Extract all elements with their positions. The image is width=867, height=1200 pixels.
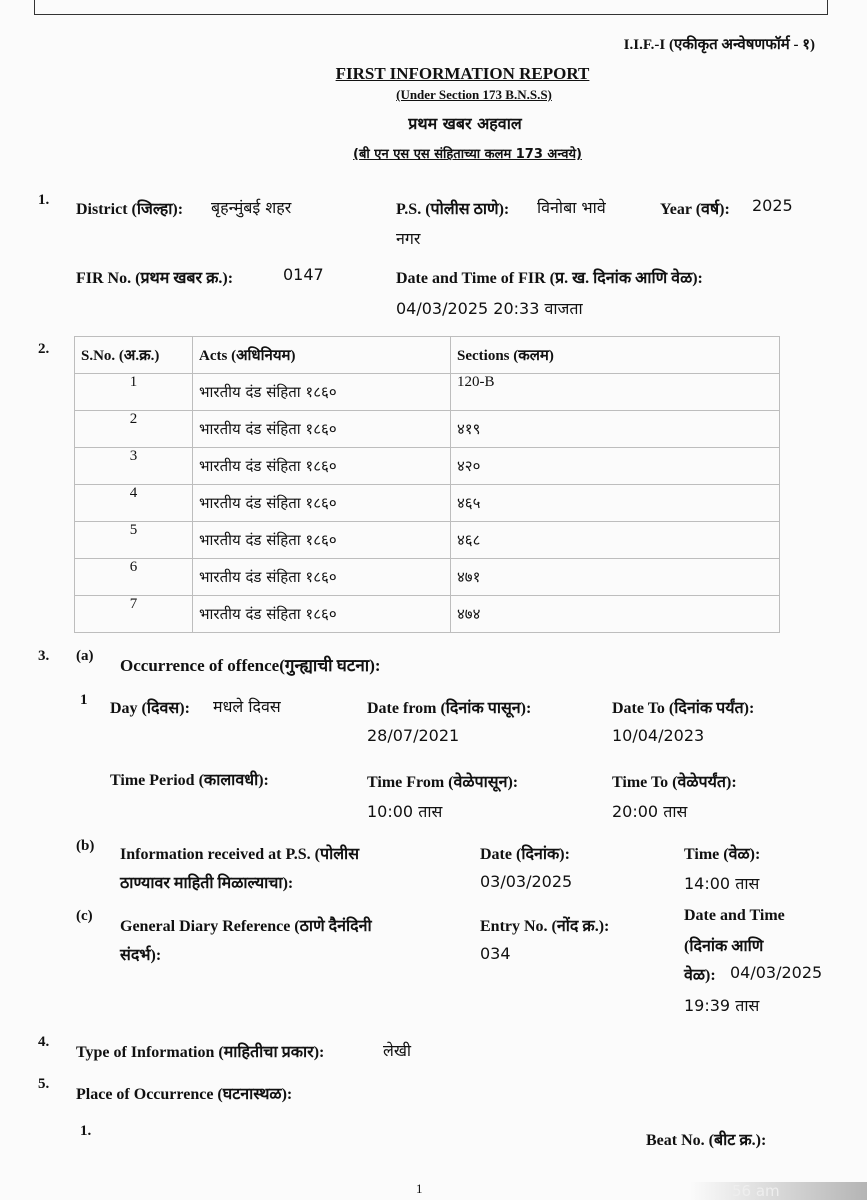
- row-section: ४१९: [451, 411, 780, 448]
- row-sno: 7: [75, 596, 193, 633]
- table-row: [75, 411, 780, 448]
- occurrence-item-number: 1: [80, 692, 88, 708]
- district-value: बृहन्मुंबई शहर: [211, 198, 292, 217]
- table-row: [75, 559, 780, 596]
- table-row: [75, 522, 780, 559]
- ps-value: विनोबा भावे: [537, 198, 606, 217]
- section-5-number: 5.: [38, 1076, 50, 1092]
- row-sno: 6: [75, 559, 193, 596]
- info-time-label: Time (वेळ):: [684, 846, 761, 863]
- page-number: 1: [416, 1181, 423, 1196]
- place-item-number: 1.: [80, 1123, 92, 1139]
- section-3-number: 3.: [38, 648, 50, 664]
- top-border-box: [34, 0, 828, 15]
- fir-datetime-value: 04/03/2025 20:33 वाजता: [396, 299, 583, 318]
- row-section: ४२०: [451, 448, 780, 485]
- report-title-marathi: प्रथम खबर अहवाल: [408, 114, 522, 133]
- row-act: भारतीय दंड संहिता १८६०: [193, 596, 451, 633]
- table-row: [75, 374, 780, 411]
- info-time-value: 14:00 तास: [684, 874, 760, 893]
- header-sections: Sections (कलम): [451, 337, 780, 374]
- section-1-number: 1.: [38, 192, 50, 208]
- row-section: ४७४: [451, 596, 780, 633]
- row-act: भारतीय दंड संहिता १८६०: [193, 374, 451, 411]
- acts-table: [74, 336, 780, 633]
- diary-datetime-label-line2: (दिनांक आणि: [684, 938, 764, 955]
- header-sno: S.No. (अ.क्र.): [75, 337, 193, 374]
- row-sno: 2: [75, 411, 193, 448]
- table-row: [75, 448, 780, 485]
- date-from-label: Date from (दिनांक पासून):: [367, 700, 532, 717]
- section-4-number: 4.: [38, 1034, 50, 1050]
- row-section: 120-B: [451, 374, 780, 411]
- ps-value-line2: नगर: [396, 229, 421, 248]
- row-sno: 3: [75, 448, 193, 485]
- entry-number-label: Entry No. (नोंद क्र.):: [480, 918, 610, 935]
- table-row: [75, 596, 780, 633]
- information-type-label: Type of Information (माहितीचा प्रकार):: [76, 1044, 325, 1061]
- date-to-value: 10/04/2023: [612, 726, 705, 745]
- fir-number-label: FIR No. (प्रथम खबर क्र.):: [76, 270, 234, 287]
- row-section: ४६८: [451, 522, 780, 559]
- section-2-number: 2.: [38, 341, 50, 357]
- row-act: भारतीय दंड संहिता १८६०: [193, 522, 451, 559]
- year-value: 2025: [752, 196, 793, 215]
- date-to-label: Date To (दिनांक पर्यंत):: [612, 700, 755, 717]
- report-subtitle: (Under Section 173 B.N.S.S): [396, 87, 552, 102]
- fir-number-value: 0147: [283, 265, 324, 284]
- date-from-value: 28/07/2021: [367, 726, 460, 745]
- header-acts: Acts (अधिनियम): [193, 337, 451, 374]
- beat-number-label: Beat No. (बीट क्र.):: [646, 1132, 767, 1149]
- section-3a-marker: (a): [76, 648, 94, 664]
- time-to-label: Time To (वेळेपर्यंत):: [612, 774, 737, 791]
- time-from-value: 10:00 तास: [367, 802, 443, 821]
- row-sno: 1: [75, 374, 193, 411]
- time-period-label: Time Period (कालावधी):: [110, 772, 269, 789]
- row-act: भारतीय दंड संहिता १८६०: [193, 559, 451, 596]
- diary-reference-label: General Diary Reference (ठाणे दैनंदिनी: [120, 918, 372, 935]
- section-3b-marker: (b): [76, 838, 95, 854]
- row-section: ४६५: [451, 485, 780, 522]
- district-label: District (जिल्हा):: [76, 201, 184, 218]
- info-date-label: Date (दिनांक):: [480, 846, 570, 863]
- row-act: भारतीय दंड संहिता १८६०: [193, 411, 451, 448]
- status-time: 56 am: [732, 1182, 780, 1200]
- info-received-label: Information received at P.S. (पोलीस: [120, 846, 360, 863]
- row-act: भारतीय दंड संहिता १८६०: [193, 448, 451, 485]
- time-to-value: 20:00 तास: [612, 802, 688, 821]
- day-label: Day (दिवस):: [110, 700, 190, 717]
- diary-date-value: 04/03/2025: [730, 963, 823, 982]
- diary-datetime-label: Date and Time: [684, 907, 785, 924]
- year-label: Year (वर्ष):: [660, 201, 730, 218]
- ps-label: P.S. (पोलीस ठाणे):: [396, 201, 510, 218]
- status-overlay: [690, 1182, 867, 1200]
- time-from-label: Time From (वेळेपासून):: [367, 774, 519, 791]
- table-row: [75, 485, 780, 522]
- row-section: ४७१: [451, 559, 780, 596]
- information-type-value: लेखी: [383, 1041, 412, 1060]
- row-sno: 4: [75, 485, 193, 522]
- info-date-value: 03/03/2025: [480, 872, 573, 891]
- fir-datetime-label: Date and Time of FIR (प्र. ख. दिनांक आणि वेळ):: [396, 270, 703, 287]
- report-title: FIRST INFORMATION REPORT: [335, 64, 590, 83]
- entry-number-value: 034: [480, 944, 511, 963]
- diary-datetime-label-line3: वेळ):: [684, 967, 716, 984]
- info-received-label-line2: ठाण्यावर माहिती मिळाल्याचा):: [120, 875, 294, 892]
- diary-time-value: 19:39 तास: [684, 996, 760, 1015]
- form-code: I.I.F.-I (एकीकृत अन्वेषणफॉर्म - १): [623, 37, 815, 53]
- occurrence-title: Occurrence of offence(गुन्ह्याची घटना):: [120, 656, 381, 675]
- row-sno: 5: [75, 522, 193, 559]
- row-act: भारतीय दंड संहिता १८६०: [193, 485, 451, 522]
- acts-table-header: [75, 337, 780, 374]
- place-of-occurrence-label: Place of Occurrence (घटनास्थळ):: [76, 1086, 293, 1103]
- diary-reference-label-line2: संदर्भ):: [120, 947, 162, 964]
- day-value: मधले दिवस: [213, 697, 281, 716]
- report-subtitle-marathi: (बी एन एस एस संहिताच्या कलम 173 अन्वये): [353, 147, 582, 162]
- section-3c-marker: (c): [76, 908, 93, 924]
